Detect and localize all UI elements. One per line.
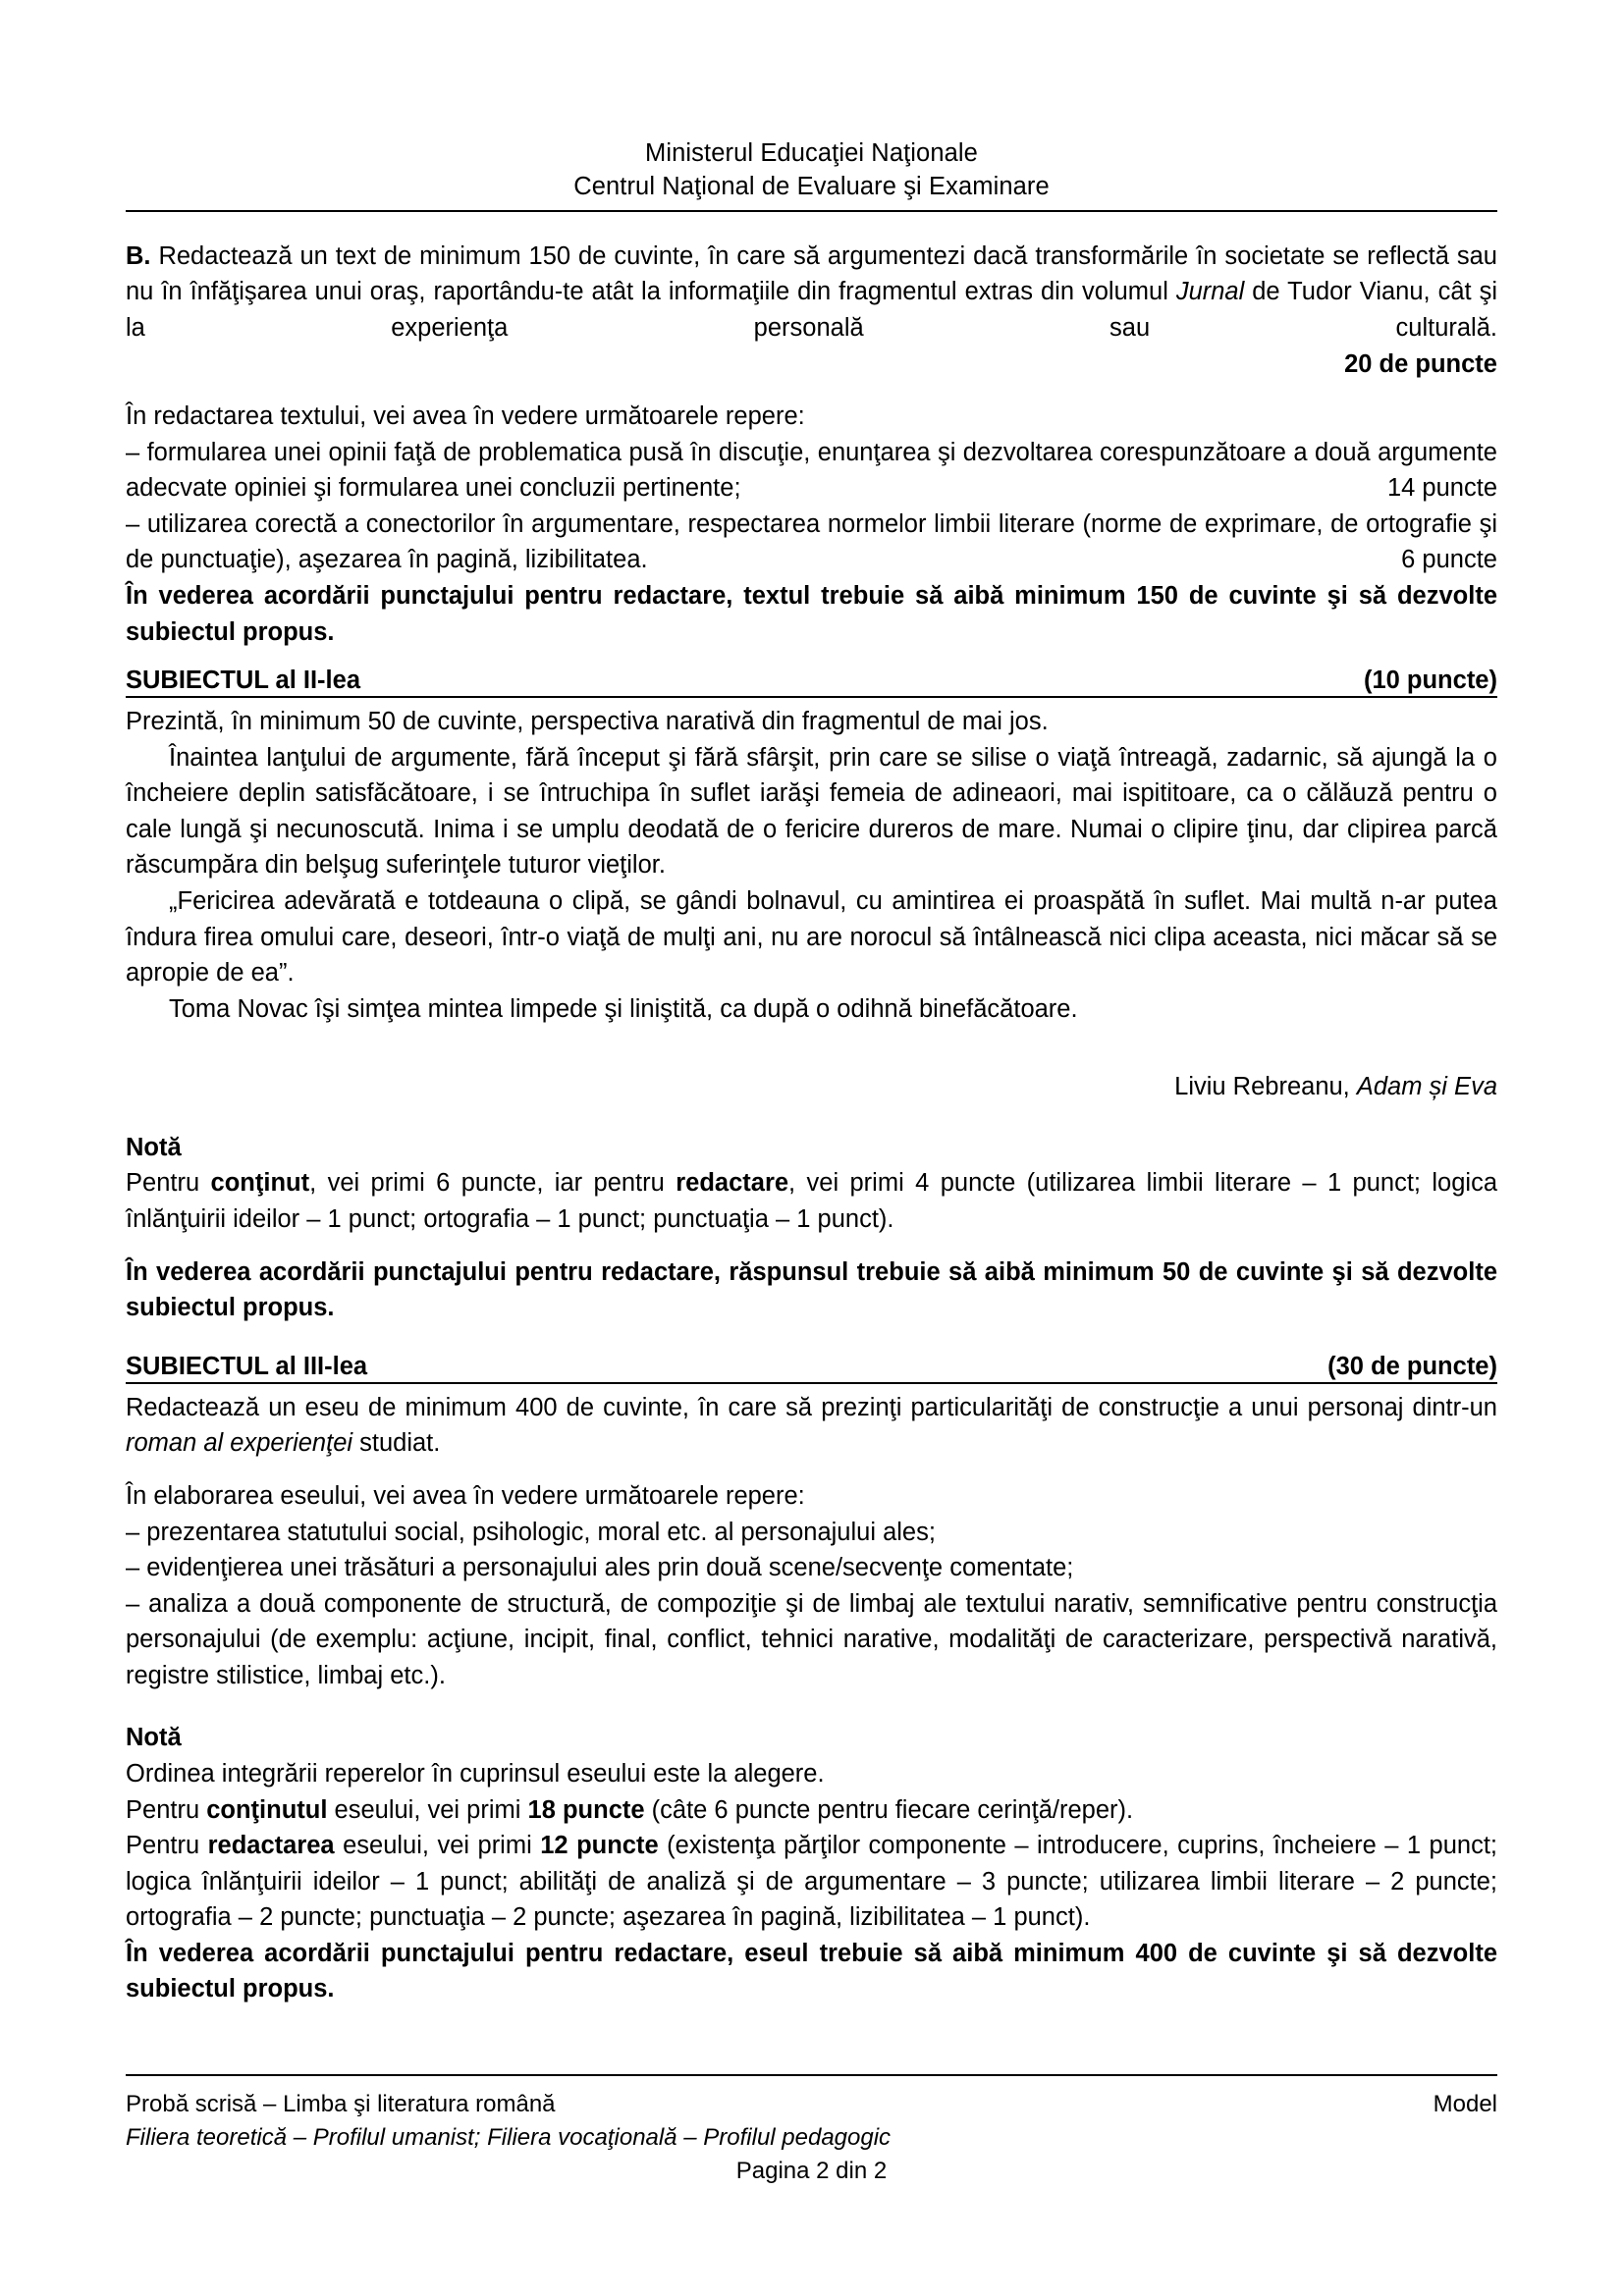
attribution-author: Liviu Rebreanu, — [1174, 1072, 1357, 1100]
footer-top-row — [126, 2088, 1497, 2121]
n3-p3: (existenţa părţilor componente – introducere, cuprins, încheiere – 1 punct; logica înlănţuirii ideilor – 1 punct; abilităţi de analiză şi de argumentare – 3 puncte; utilizarea limbii literare – 2 puncte; ortografia – 2 puncte; punctuaţia – 2 puncte; aşezarea în pagină, lizibilitatea – 1 punct). — [126, 1832, 1498, 1932]
subject-3-req-after: studiat. — [352, 1429, 441, 1458]
subject-b-requirement — [126, 239, 1497, 382]
subject-2-note-bold: În vederea acordării punctajului pentru redactare, răspunsul trebuie să aibă minimum 50 de cuvinte şi să dezvolte subiectul propus. — [126, 1257, 1497, 1322]
subject-3-req-italic: roman al experienţei — [126, 1429, 353, 1458]
subject-2-heading — [126, 667, 1497, 698]
subject-b-reper-2: – utilizarea corectă a conectorilor în argumentare, respectarea normelor limbii literare (norme de exprimare, de ortografie şi de punctuaţie), aşezarea în pagină, lizibilitatea. — [126, 509, 1497, 574]
footer-exam-name: Probă scrisă – Limba şi literatura română — [126, 2090, 556, 2117]
institution-header — [126, 137, 1497, 204]
ministry-name: Ministerul Educaţiei Naţionale — [645, 139, 978, 167]
n2-p1: Pentru — [126, 1795, 207, 1824]
subject-2-requirement: Prezintă, în minimum 50 de cuvinte, perspectiva narativă din fragmentul de mai jos. — [126, 708, 1049, 736]
subject-3-repere-intro: În elaborarea eseului, vei avea în vedere următoarele repere: — [126, 1481, 805, 1510]
subject-2-passage-p1: Înaintea lanţului de argumente, fără început şi fără sfârşit, prin care se silise o viaţă întreagă, zadarnic, să ajungă la o încheiere deplin satisfăcătoare, i se întruchipa în suflet iarăşi femeia de adineaori, mai ispititoare, ca o călăuză pentru o cale lungă şi necunoscută. Inima i se umplu deodată de o fericire dureros de mare. Numai o clipire ţinu, dar clipirea parcă răscumpăra din belşug suferinţele tuturor vieţilor. — [126, 743, 1497, 880]
subject-3-points: (30 de puncte) — [1327, 1352, 1497, 1380]
footer-profile-line: Filiera teoretică – Profilul umanist; Filiera vocaţională – Profilul pedagogic — [126, 2123, 892, 2151]
subject-3-reper-3: – analiza a două componente de structură, de compoziţie şi de limbaj ale textului narativ, semnificative pentru construcţia personajului (de exemplu: acţiune, incipit, final, conflict, tehnici narative, modalităţi de caracterizare, perspectivă narativă, registre stilistice, limbaj etc.). — [126, 1589, 1497, 1689]
subject-b-text-after: de Tudor Vianu, cât şi la experienţa personală sau culturală. — [126, 278, 1497, 342]
center-name: Centrul Naţional de Evaluare şi Examinare — [573, 172, 1050, 200]
attribution-work: Adam și Eva — [1356, 1072, 1497, 1100]
document-content — [126, 137, 1497, 2007]
note-part-2: , vei primi 6 puncte, iar pentru — [309, 1169, 676, 1198]
n2-bold-continutul: conţinutul — [206, 1795, 328, 1824]
subject-b-reper-2-points: 6 puncte — [1401, 546, 1497, 574]
subject-2-note-text — [126, 1165, 1497, 1237]
n3-bold-redactarea: redactarea — [207, 1832, 335, 1860]
subject-b-reper-1-points: 14 puncte — [1386, 474, 1497, 503]
subject-3-note-label: Notă — [126, 1724, 182, 1752]
n2-p2: eseului, vei primi — [327, 1795, 528, 1824]
n3-bold-12-puncte: 12 puncte — [540, 1832, 659, 1860]
note-part-1: Pentru — [126, 1169, 211, 1198]
subject-b-text: Redactează un text de minimum 150 de cuvinte, în care să argumentezi dacă transformările în societate se reflectă sau nu în înfăţişarea unui oraş, raportându-te atât la informaţiile din fragmentul extras din volumul — [126, 241, 1497, 306]
subject-b-note-bold: În vederea acordării punctajului pentru redactare, textul trebuie să aibă minimum 150 de cuvinte şi să dezvolte subiectul propus. — [126, 581, 1497, 646]
footer-page-number: Pagina 2 din 2 — [735, 2157, 888, 2184]
subject-b-points: 20 de puncte — [1344, 349, 1497, 378]
subject-3-requirement — [126, 1390, 1497, 1462]
page-footer — [126, 2068, 1497, 2188]
subject-3-req-before: Redactează un eseu de minimum 400 de cuvinte, în care să prezinţi particularităţi de construcţie a unui personaj dintr-un — [126, 1393, 1497, 1421]
subject-2-points: (10 puncte) — [1363, 667, 1497, 695]
note-part-3: , vei primi 4 puncte (utilizarea limbii literare – 1 punct; logica înlănţuirii ideilor – 1 punct; ortografia – 1 punct; punctuaţia – 1 punct). — [126, 1169, 1498, 1234]
subject-3-note-bold: În vederea acordării punctajului pentru redactare, eseul trebuie să aibă minimum 400 de cuvinte şi să dezvolte subiectul propus. — [126, 1939, 1497, 2003]
subject-3-heading — [126, 1353, 1497, 1384]
subject-3-title: SUBIECTUL al III-lea — [126, 1352, 368, 1380]
subject-3-reper-1: – prezentarea statutului social, psihologic, moral etc. al personajului ales; — [126, 1518, 936, 1546]
subject-3-note-line3 — [126, 1828, 1497, 1936]
subject-b-repere-intro: În redactarea textului, vei avea în vedere următoarele repere: — [126, 402, 805, 431]
subject-2-title: SUBIECTUL al II-lea — [126, 667, 361, 695]
subject-2-attribution — [126, 1069, 1497, 1105]
note-bold-continut: conţinut — [210, 1169, 310, 1198]
subject-3-note-line1: Ordinea integrării reperelor în cuprinsul eseului este la alegere. — [126, 1760, 825, 1788]
footer-model-label: Model — [1433, 2090, 1497, 2117]
subject-2-passage-p2: „Fericirea adevărată e totdeauna o clipă, se gândi bolnavul, cu amintirea ei proaspătă în suflet. Mai multă n-ar putea îndura firea omului care, deseori, într-o viaţă de mulţi ani, nu are norocul să întâlnească nici clipa aceasta, nici măcar să se apropie de ea”. — [126, 887, 1497, 988]
subject-3-reper-2: – evidenţierea unei trăsături a personajului ales prin două scene/secvenţe comentate; — [126, 1554, 1074, 1582]
n2-bold-18-puncte: 18 puncte — [527, 1795, 645, 1824]
n2-p3: (câte 6 puncte pentru fiecare cerinţă/reper). — [644, 1795, 1134, 1824]
footer-divider — [126, 2074, 1497, 2076]
subject-3-note-line2 — [126, 1792, 1497, 1829]
subject-2-passage-p3: Toma Novac îşi simţea mintea limpede şi liniştită, ca după o odihnă binefăcătoare. — [169, 994, 1078, 1023]
note-bold-redactare: redactare — [676, 1169, 789, 1198]
n3-p2: eseului, vei primi — [334, 1832, 541, 1860]
subject-b-work-title: Jurnal — [1175, 278, 1245, 306]
subject-b-reper-1: – formularea unei opinii faţă de problematica pusă în discuţie, enunţarea şi dezvoltarea corespunzătoare a două argumente adecvate opiniei şi formularea unei concluzii pertinente; — [126, 438, 1497, 503]
n3-p1: Pentru — [126, 1832, 208, 1860]
subject-b-label: B. — [126, 241, 151, 270]
subject-2-note-label: Notă — [126, 1133, 182, 1161]
